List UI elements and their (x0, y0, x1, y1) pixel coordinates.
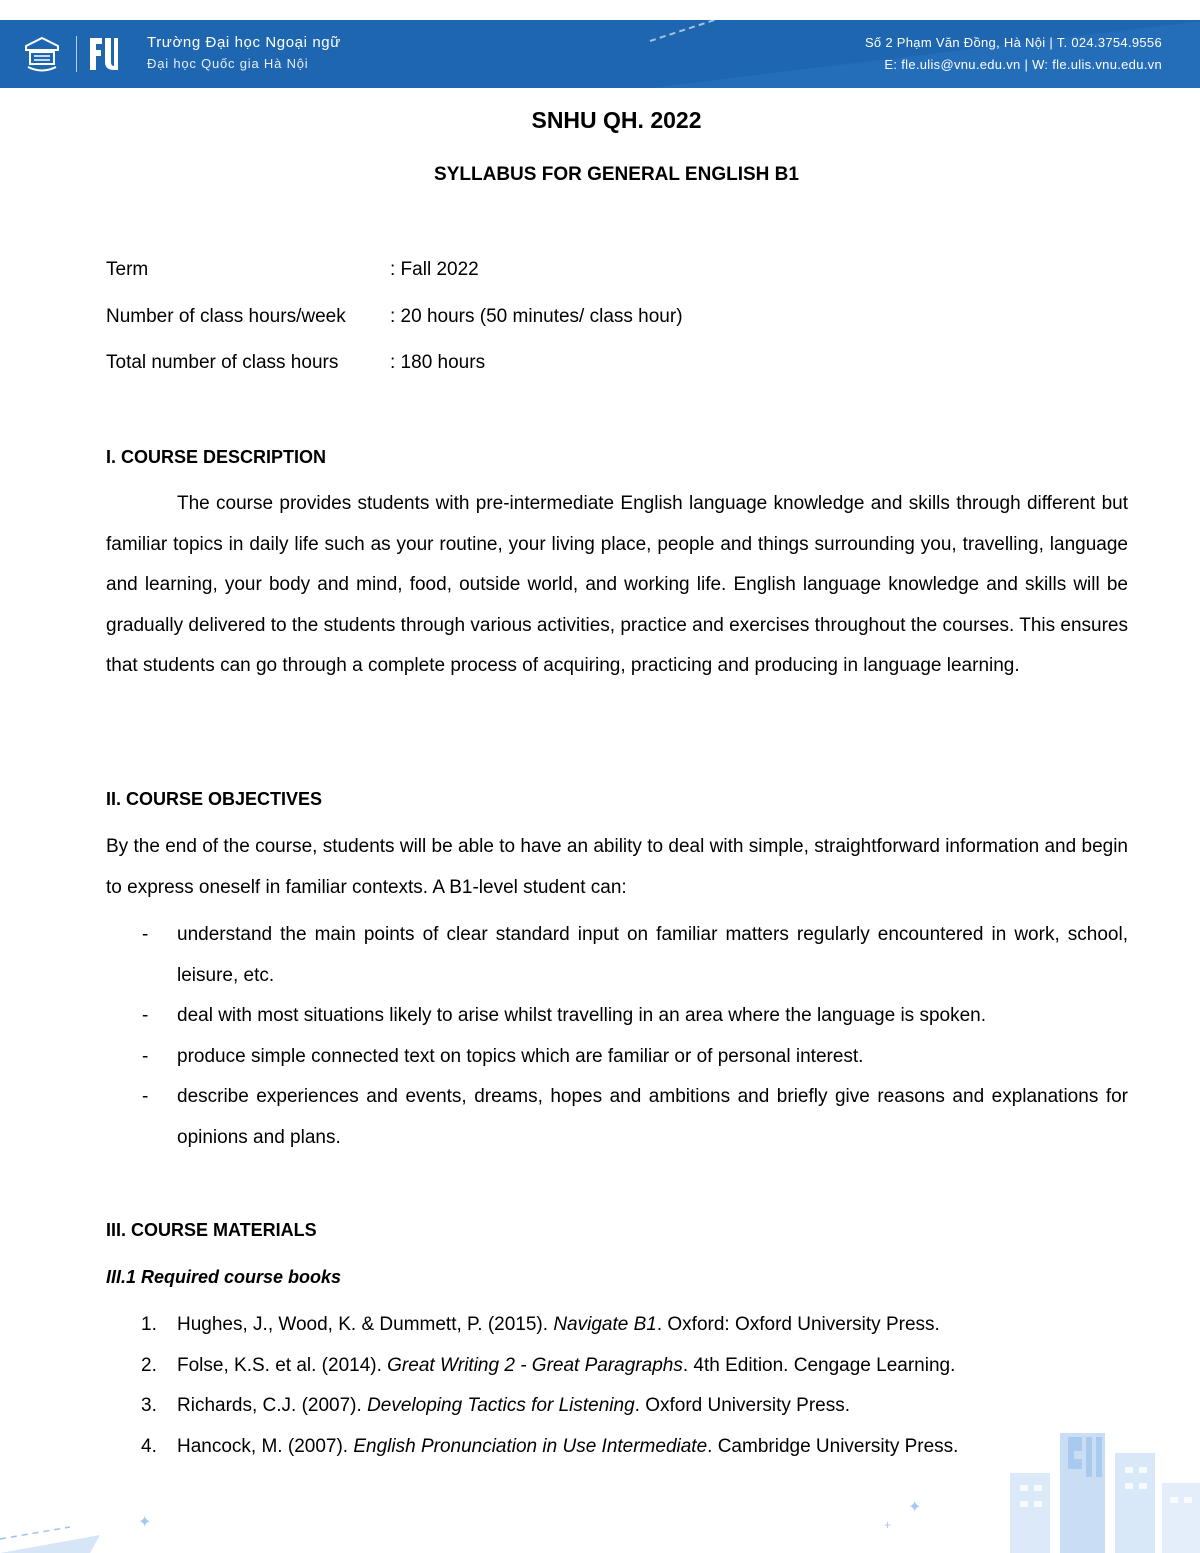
sparkle-icon: ✦ (908, 1499, 922, 1516)
list-item (106, 915, 1128, 996)
objective-text: produce simple connected text on topics which are familiar or of personal interest. (177, 1045, 864, 1067)
bullet-dash: - (142, 1086, 149, 1108)
objective-text: deal with most situations likely to arise whilst travelling in an area where the language is spoken. (177, 1005, 986, 1027)
info-label: Number of class hours/week (106, 306, 346, 327)
banner-dashed-line (650, 20, 803, 42)
city-skyline-decoration (930, 1413, 1200, 1553)
logo-separator (76, 36, 77, 72)
info-label: Term (106, 259, 149, 280)
item-number: 2. (141, 1354, 157, 1376)
bullet-dash: - (142, 924, 149, 945)
bullet-dash: - (142, 1005, 149, 1027)
sparkle-icon: ✦ (138, 1514, 152, 1531)
subheading-required-books: III.1 Required course books (106, 1267, 342, 1287)
sparkle-icon: + (884, 1518, 892, 1532)
header-banner (0, 20, 1200, 88)
book-publisher: . Oxford University Press. (634, 1395, 851, 1416)
list-item (106, 1077, 1128, 1158)
document-subtitle: SYLLABUS FOR GENERAL ENGLISH B1 (434, 164, 799, 185)
book-title: Great Writing 2 - Great Paragraphs (387, 1354, 683, 1376)
book-title: Developing Tactics for Listening (367, 1395, 635, 1416)
section-heading-objectives: II. COURSE OBJECTIVES (106, 789, 323, 809)
book-author-year: Hughes, J., Wood, K. & Dummett, P. (2015). (177, 1314, 554, 1335)
contact-address-phone: Số 2 Phạm Văn Đồng, Hà Nội | T. 024.3754.9556 (864, 35, 1162, 50)
info-label: Total number of class hours (106, 352, 339, 373)
school-name: Trường Đại học Ngoại ngữ (147, 34, 341, 51)
book-publisher: . Cambridge University Press. (707, 1435, 959, 1457)
section-heading-materials: III. COURSE MATERIALS (106, 1220, 317, 1240)
document-title: SNHU QH. 2022 (531, 107, 702, 133)
contact-email-web: E: fle.ulis@vnu.edu.vn | W: fle.ulis.vnu.edu.vn (884, 57, 1162, 72)
info-value: : 20 hours (50 minutes/ class hour) (390, 306, 683, 327)
banner-stripe (650, 20, 1200, 88)
university-seal-icon (22, 34, 62, 74)
list-item (106, 1037, 1128, 1078)
objective-text: describe experiences and events, dreams, hopes and ambitions and briefly give reasons and explanations for opinions and plans. (177, 1086, 1128, 1148)
school-subtitle: Đại học Quốc gia Hà Nội (147, 56, 309, 71)
list-item (106, 996, 1128, 1037)
objectives-list (106, 915, 1128, 1159)
book-author-year: Hancock, M. (2007). (177, 1435, 354, 1457)
list-item (106, 1346, 1146, 1387)
objective-text: understand the main points of clear standard input on familiar matters regularly encountered in work, school, leisure, etc. (177, 924, 1128, 986)
info-value: : Fall 2022 (390, 259, 479, 280)
book-author-year: Folse, K.S. et al. (2014). (177, 1354, 388, 1376)
list-item (106, 1305, 1146, 1346)
bullet-dash: - (142, 1045, 149, 1067)
objectives-intro: By the end of the course, students will be able to have an ability to deal with simple, straightforward information and begin to express oneself in familiar contexts. A B1-level student can: (106, 836, 1128, 898)
section-heading-description: I. COURSE DESCRIPTION (106, 447, 327, 467)
item-number: 3. (141, 1395, 157, 1416)
book-title: English Pronunciation in Use Intermediate (353, 1435, 708, 1457)
item-number: 1. (141, 1314, 157, 1335)
book-author-year: Richards, C.J. (2007). (177, 1395, 368, 1416)
item-number: 4. (141, 1435, 157, 1457)
faculty-logo-icon (88, 34, 120, 74)
book-title: Navigate B1 (553, 1314, 657, 1335)
corner-decoration (0, 1513, 110, 1553)
book-publisher: . 4th Edition. Cengage Learning. (682, 1354, 956, 1376)
course-description-paragraph: The course provides students with pre-intermediate English language knowledge and skills through different but familiar topics in daily life such as your routine, your living place, people and things surrounding you, travelling, language and learning, your body and mind, food, outside world, and working life. English language knowledge and skills will be gradually delivered to the students through various activities, practice and exercises throughout the courses. This ensures that students can go through a complete process of acquiring, practicing and producing in language learning. (106, 493, 1128, 677)
info-value: : 180 hours (390, 352, 486, 373)
book-publisher: . Oxford: Oxford University Press. (656, 1314, 940, 1335)
